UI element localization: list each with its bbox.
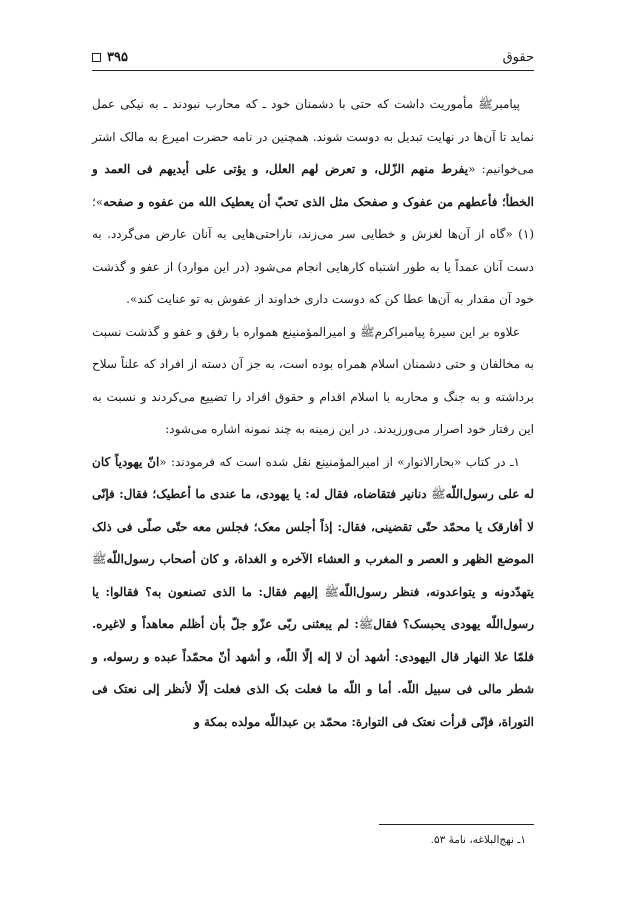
text-segment: ﷺ [92,552,107,566]
text-segment: »؛ [92,194,104,209]
text-segment: ﷺ [360,324,375,339]
page-number-group [92,50,128,65]
text-segment: ﷺ [324,584,339,599]
text-segment: پیامبر [492,97,520,111]
text-segment: (۱) [518,227,534,241]
footnote-divider [379,824,534,825]
text-segment: مأموریت داشت که حتی با دشمنان خود ـ که محارب نبودند ـ به نیکی عمل نماید تا آن‌ها در نهایت تبدیل به دوست شوند. همچنین در نامه حضرت امیر [92,97,534,144]
text-segment: به مالک اشتر می‌خوانیم: « [92,129,534,176]
bold-quote-segment: انّ یهودیاً کان له علی رسول‌اللّه [92,454,534,501]
text-segment: ع [161,129,169,144]
text-segment: ۱ـ در کتاب «بحارالانوار» از امیرالمؤمنین [321,454,520,469]
bold-quote-segment: : لم یبعثنی ربّی عزّو جلّ بأن أظلم معاهداً و لاغیره. فلمّا علا النهار قال الیهودی: أشهد أن لا إله إلّا اللّه، و أشهد أنّ محمّداً عبده و رسوله، و شطر مالی فی سبیل اللّه. أما و اللّه ما فعلت بک الذی فعلت إلّا لأنظر إلی نعتک فی التوراة، فإنّی قرأت نعتک فی التوارة: محمّد بن عبداللّه مولده بمکة و [92,617,534,729]
body-text [92,88,534,738]
bold-quote-segment: یفرط منهم الزّلل، و تعرض لهم العلل، و یؤتی علی أیدیهم فی العمد و الخطأ؛ فأعطهم من عفوک و صفحک مثل الذی تحبّ أن یعطیک الله من عفوه و صفحه [92,162,534,209]
text-segment: و امیرالمؤمنین [288,324,361,339]
bold-quote-segment: یتهدّدونه و یتواعدونه، فنظر رسول‌اللّه [338,584,534,599]
running-title: حقوق [502,49,534,65]
bold-quote-segment: إلیهم فقال: ما الذی تصنعون به؟ فقالوا: یا رسول‌اللّه یهودی یحبسک؟ فقال [92,584,534,631]
bold-quote-segment: دنانیر فتقاضاه، فقال له: یا یهودی، ما عندی ما أعطیک؛ فقال: فإنّی لا أفارقک یا محمّد حتّی تقضینی، فقال: إذاً أجلس معک؛ فجلس معه حتّی صلّی فی ذلک الموضع الظهر و العصر و المغرب و العشاء الآخره و الغداة، و کان أصحاب رسول‌اللّه [92,487,534,566]
text-segment: علاوه بر این سیرهٔ پیامبراکرم [374,324,520,339]
page-number: ۳۹۵ [107,49,128,65]
footnote: ۱ـ نهج‌البلاغه، نامهٔ ۵۳. [430,834,526,846]
text-segment: نقل شده است که فرمودند: « [159,454,316,469]
text-segment: ع [282,324,289,339]
text-segment: ﷺ [431,487,446,501]
page-header [92,44,534,71]
text-segment: همواره با رفق و عفو و گذشت نسبت به مخالفان و حتی دشمنان اسلام همراه بوده است، به جز آن دسته از افراد که علناً سلاح برداشته و به جنگ و محاربه با اسلام اقدام و حقوق افراد را تضییع می‌کردند و نسبت به این رفتار خود اصرار می‌ورزیدند. در این زمینه به چند نمونه اشاره می‌شود: [92,324,534,436]
paragraph [92,446,534,739]
text-segment: ﷺ [358,617,374,631]
paragraph [92,88,534,316]
text-segment: «گاه از آن‌ها لغزش و خطایی سر می‌زند، ناراحتی‌هایی به آنان عارض می‌گردد. به دست آنان عمداً یا به طور اشتباه کارهایی انجام می‌شود (در این موارد) از عفو و گذشت خود آن مقدار به آن‌ها عطا کن که دوست داری خداوند از عفوش به تو عنایت کند». [92,227,534,306]
text-segment: ع [315,454,322,469]
paragraph [92,316,534,446]
square-icon [92,53,101,62]
text-segment: ﷺ [478,97,493,111]
